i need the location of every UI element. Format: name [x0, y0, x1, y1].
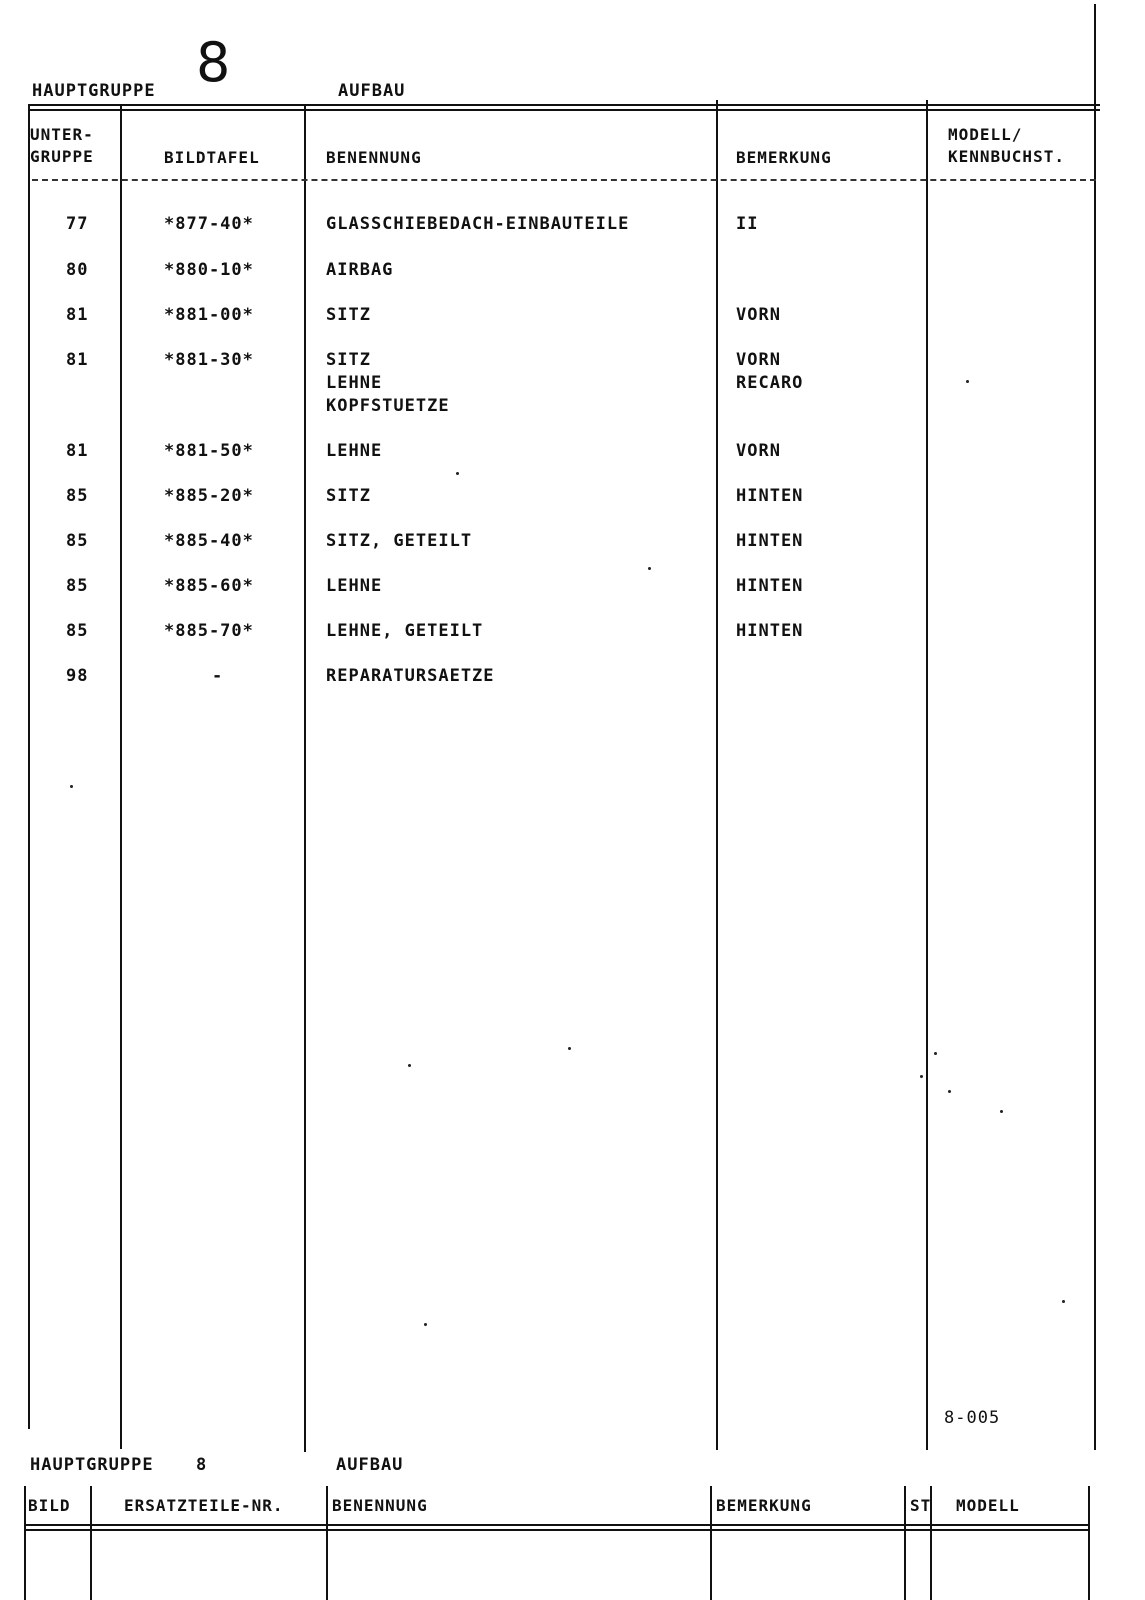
row-bildtafel: *877-40* [164, 214, 254, 234]
scan-speck [648, 567, 651, 570]
header-rule-top [30, 104, 1100, 106]
col-modell: MODELL/ KENNBUCHST. [948, 125, 1065, 166]
col-bemerkung: BEMERKUNG [736, 148, 832, 167]
hauptgruppe-number: 8 [196, 31, 231, 94]
footer-section-title: AUFBAU [336, 1455, 404, 1475]
row-bemerkung: VORN [736, 441, 781, 461]
footer-rule-bottom [24, 1529, 1090, 1531]
row-gruppe: 85 [66, 531, 89, 551]
row-benennung: LEHNE, GETEILT [326, 621, 484, 641]
row-bemerkung: HINTEN [736, 531, 804, 551]
header-divider [32, 179, 1096, 181]
page-number: 8-005 [944, 1408, 1001, 1428]
row-bildtafel: *881-00* [164, 305, 254, 325]
table-row [0, 349, 1145, 416]
footer-col-line-left [24, 1486, 26, 1600]
footer-col-modell: MODELL [956, 1496, 1020, 1515]
row-benennung: SITZ LEHNE KOPFSTUETZE [326, 350, 450, 416]
table-row [0, 213, 1145, 237]
scan-speck [456, 472, 459, 475]
row-benennung: GLASSCHIEBEDACH-EINBAUTEILE [326, 214, 630, 234]
row-bildtafel: *885-40* [164, 531, 254, 551]
footer-col-bemerkung: BEMERKUNG [716, 1496, 812, 1515]
row-bemerkung: HINTEN [736, 486, 804, 506]
table-row [0, 575, 1145, 599]
footer-col-line-2 [326, 1486, 328, 1600]
row-benennung: SITZ, GETEILT [326, 531, 473, 551]
row-bildtafel: *881-30* [164, 350, 254, 370]
row-bemerkung: VORN RECARO [736, 350, 804, 393]
scan-speck [408, 1064, 411, 1067]
row-gruppe: 85 [66, 486, 89, 506]
scan-speck [424, 1323, 427, 1326]
column-line-3 [716, 100, 718, 1450]
row-gruppe: 81 [66, 441, 89, 461]
col-benennung: BENENNUNG [326, 148, 422, 167]
scan-speck [920, 1075, 923, 1078]
row-bemerkung: VORN [736, 305, 781, 325]
row-gruppe: 81 [66, 350, 89, 370]
row-gruppe: 80 [66, 260, 89, 280]
row-benennung: LEHNE [326, 576, 383, 596]
header-rule-bottom [30, 109, 1100, 111]
row-benennung: AIRBAG [326, 260, 394, 280]
row-gruppe: 85 [66, 576, 89, 596]
row-bildtafel: *880-10* [164, 260, 254, 280]
row-bildtafel: *881-50* [164, 441, 254, 461]
row-bildtafel: - [212, 666, 224, 686]
table-row [0, 620, 1145, 644]
scan-speck [948, 1090, 951, 1093]
footer-col-st: ST [910, 1496, 932, 1515]
row-benennung: SITZ [326, 486, 371, 506]
table-row [0, 530, 1145, 554]
row-bemerkung: HINTEN [736, 621, 804, 641]
scan-speck [1000, 1110, 1003, 1113]
scan-speck [934, 1052, 937, 1055]
footer-hauptgruppe-number: 8 [196, 1455, 208, 1475]
hauptgruppe-label: HAUPTGRUPPE [32, 81, 156, 101]
footer-col-bild: BILD [28, 1496, 71, 1515]
row-gruppe: 85 [66, 621, 89, 641]
table-row [0, 665, 1145, 689]
footer-col-line-4 [904, 1486, 906, 1600]
column-line-left [28, 104, 30, 1429]
table-row [0, 259, 1145, 283]
col-bildtafel: BILDTAFEL [164, 148, 260, 167]
scan-speck [966, 380, 969, 383]
row-bildtafel: *885-20* [164, 486, 254, 506]
footer-col-line-3 [710, 1486, 712, 1600]
footer-col-ersatzteile: ERSATZTEILE-NR. [124, 1496, 284, 1515]
scan-speck [1062, 1300, 1065, 1303]
table-row [0, 304, 1145, 328]
footer-col-benennung: BENENNUNG [332, 1496, 428, 1515]
table-row [0, 485, 1145, 509]
footer-col-line-right [1088, 1486, 1090, 1600]
footer-col-line-1 [90, 1486, 92, 1600]
row-benennung: SITZ [326, 305, 371, 325]
row-gruppe: 77 [66, 214, 89, 234]
scan-speck [568, 1047, 571, 1050]
footer-rule-top [24, 1524, 1090, 1526]
row-benennung: LEHNE [326, 441, 383, 461]
row-bemerkung: II [736, 214, 759, 234]
table-row [0, 440, 1145, 464]
row-gruppe: 81 [66, 305, 89, 325]
row-benennung: REPARATURSAETZE [326, 666, 495, 686]
row-bemerkung: HINTEN [736, 576, 804, 596]
footer-hauptgruppe-label: HAUPTGRUPPE [30, 1455, 154, 1475]
row-bildtafel: *885-70* [164, 621, 254, 641]
row-bildtafel: *885-60* [164, 576, 254, 596]
section-title: AUFBAU [338, 81, 406, 101]
scan-speck [70, 785, 73, 788]
row-gruppe: 98 [66, 666, 89, 686]
column-line-4 [926, 100, 928, 1450]
col-untergruppe: UNTER- GRUPPE [30, 125, 94, 166]
